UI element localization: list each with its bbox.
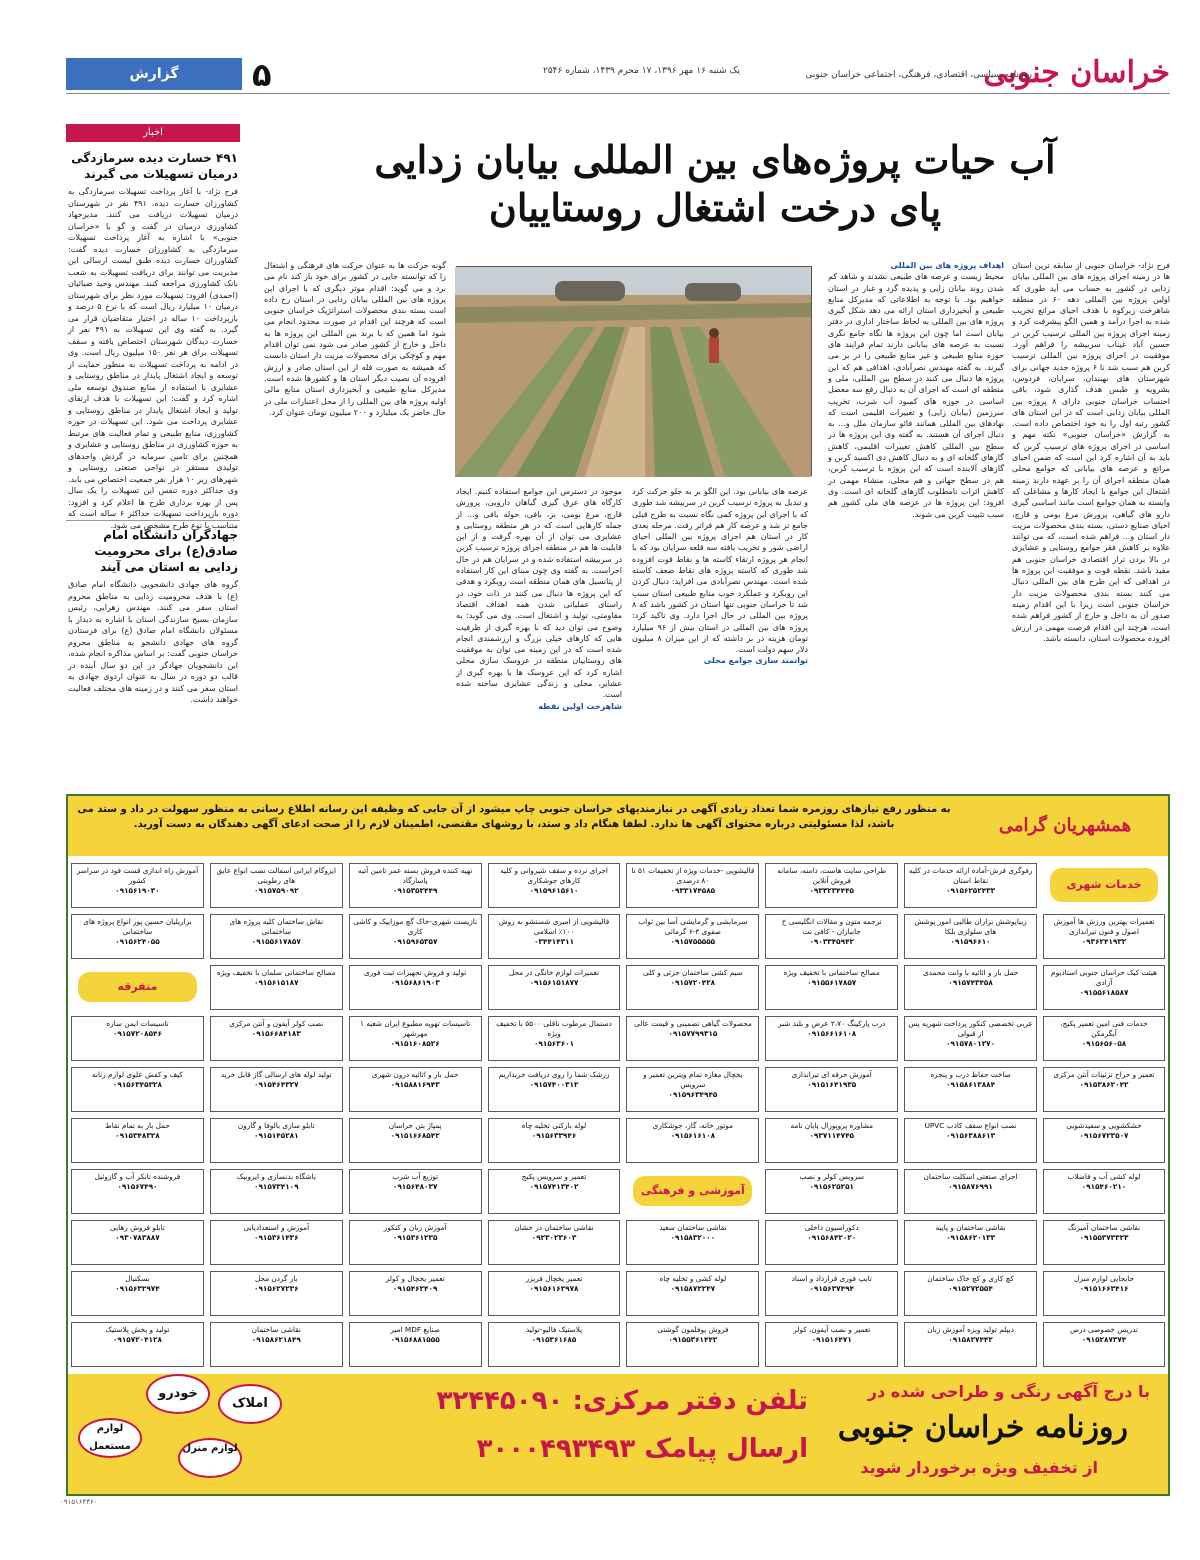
- ad-phone: ۰۹۱۵۵۳۶۱۴۴۲: [668, 1335, 718, 1344]
- ad-text: نقاشی ساختمان سعید: [659, 1223, 727, 1232]
- ad-text: تابلو فروش رهایی: [110, 1223, 165, 1232]
- article-photo: [456, 266, 812, 476]
- ad-cell: [488, 1271, 621, 1316]
- ad-cell: [71, 1271, 204, 1316]
- ad-text: نقاشی ساختمان آمیرنگ: [1067, 1223, 1141, 1232]
- ad-cell: [349, 1067, 482, 1112]
- ad-text: هیئت کیک خراسان جنوبی استادیوم آزادی: [1051, 968, 1157, 987]
- ad-text: پلاستیک فالبو-تولید: [525, 1325, 583, 1334]
- ad-cell: [488, 1322, 621, 1367]
- ad-text: درب پارکینگ ۲،۷۰ عرض و بلند شبر: [778, 1019, 886, 1028]
- ad-phone: ۰۹۱۵۶۱۶۲۹۷۸: [529, 1284, 579, 1293]
- ad-cell: [765, 1322, 898, 1367]
- ad-text: موتور خانه، گاز، جوشکاری: [652, 1121, 734, 1130]
- ad-cell: [210, 1322, 343, 1367]
- ad-phone: ۰۹۳۰۷۸۳۸۸۷: [115, 1233, 160, 1242]
- ad-phone: ۰۹۱۵۸۷۲۲۴۷: [670, 1284, 716, 1293]
- ad-phone: ۰۹۱۵۵۶۱۷۸۵۷: [251, 937, 301, 946]
- ad-text: نقاش ساختمان کلیه پروژه های ساختمانی: [229, 917, 324, 936]
- ad-phone: ۰۹۱۵۱۶۰۸۵۲۶: [390, 1039, 440, 1048]
- ad-cell: [1043, 1016, 1165, 1061]
- ad-text: سیم کشی ساختمان جزئی و کلی: [642, 968, 743, 977]
- label-city-services: خدمات شهری: [1050, 868, 1158, 902]
- ad-text: پمپاژ بتن خراسان: [388, 1121, 442, 1130]
- ad-cell: [626, 1067, 759, 1112]
- ad-phone: ۰۹۱۵۶۳۳۹۴۶: [531, 1131, 577, 1140]
- ad-cell: [210, 1016, 343, 1061]
- subhead-goals: اهداف پروژه های بین المللی: [890, 261, 1004, 270]
- ad-text: تعمیر و سرویس پکیج: [521, 1172, 587, 1181]
- ad-phone: ۰۹۱۵۷۴۳۴۵۸: [948, 978, 993, 987]
- ad-text: تهیه کننده فروش بسته عمر تامین آتیه پاسارگاد: [358, 866, 473, 885]
- ad-text: سرویس کولر و نصب: [799, 1172, 864, 1181]
- subhead-empowerment: توانمند سازی جوامع محلی: [703, 656, 808, 666]
- ad-text: حمل بار و اثاثیه درون شهری: [371, 1070, 459, 1079]
- ad-cell: [488, 1220, 621, 1265]
- ad-text: آموزش زبان و کنکور: [383, 1223, 447, 1232]
- ad-cell: [765, 1169, 898, 1214]
- ad-cell: [349, 1169, 482, 1214]
- ad-text: محصولات گیاهی تضمینی و قیمت عالی: [634, 1019, 752, 1028]
- news-header: اخبار: [66, 124, 240, 142]
- ad-cell: [488, 965, 621, 1010]
- ad-cell: [488, 1118, 621, 1163]
- ad-text: لوله کشی و تخلیه چاه: [659, 1274, 727, 1283]
- ad-text: زرشک شما را روی دریافت خریداریم: [498, 1070, 610, 1079]
- ad-text: فروشنده تانکر آب و گازوئیل: [94, 1172, 181, 1181]
- ad-phone: ۰۹۱۵۳۶۱۶۸۵: [531, 1335, 577, 1344]
- ad-text: نقاشی ساختمان و پاپیه: [935, 1223, 1006, 1232]
- ad-cell: [1043, 1169, 1165, 1214]
- ad-phone: ۰۹۱۵۶۳۸۸۶۱۳: [946, 1131, 996, 1140]
- ad-cell: [71, 1322, 204, 1367]
- article-column-2: [828, 260, 1004, 770]
- ad-phone: ۰۹۲۳۰۲۳۶۰۳: [531, 1233, 577, 1242]
- ad-cell: [626, 863, 759, 908]
- ad-cell: [210, 1220, 343, 1265]
- footer-promo-line1: با درج آگهی رنگی و طراحی شده در: [867, 1382, 1150, 1401]
- ad-phone: ۰۹۱۵۶۸۴۲۰۲۰: [807, 1233, 857, 1242]
- ad-phone: ۰۹۱۵۴۶۲۴۰۹: [392, 1284, 438, 1293]
- ad-phone: ۰۹۱۵۴۶۰۲۱۰: [1081, 1182, 1127, 1191]
- ad-text: مشاوره پروپوزال پایان نامه: [790, 1121, 874, 1130]
- ad-phone: ۰۹۱۵۵۶۱۸۵۸۷: [1079, 988, 1129, 997]
- ad-cell: [210, 914, 343, 959]
- ad-cell: [904, 863, 1037, 908]
- article-column-1: فرح نژاد- خراسان جنوبی از سابقه ترین استان ها در زمینه اجرای پروژه های بین المللی بیابان زدایی در کشور به حساب می آید طوری که اولین پروژه بین المللی دهه ۶۰ در منطقه شاهرخت زیرکوه با هدف احیای مراتع تخریب شده به اجرا درآمد و همین الگو پیشرفت کرد و زمینه اجرای پروژه بین المللی ترسیب کربن در حسین آباد غیناب سربیشه را فراهم آورد. موفقیت در اجرای پروژه بین المللی ترسیب کربن هم سبب شد تا ۶ پروژه جدید جهانی برای شهرستان های نهبندان، سرایان، فردوس، بشرویه و طبس هدف گذاری شود، باقی احتساب خراسان جنوبی دارای ۸ پروژه بین المللی بیابان زدایی است که در این استان های کشور رتبه اول را به خود اختصاص داده است. به گزارش «خراسان جنوبی» نکته مهم و اساسی در اجرای پروژه های ترسیب کربن که باید به آن اشاره کرد این است که ضمن احیای مراتع و عرصه های بیابانی که جوامع محلی همان منطقه اجرای آن را بر عهده دارند زمینه اشتغال این جوامع با ایجاد کارها و مشاغلی که وابسته به همان جوامع است مانند اساسی گیری دارو های گیاهی، پرورش مرغ بومی و قارچ، احیای صنایع دستی، بسته بندی محصولات مزیت دار استان و... فراهم شده است، که می توانند علاوه بر کاهش فقر جوامع روستایی و عشایری در بالا بردن تراز اقتصادی خراسان جنوبی هم مفید باشد. نقطه قوت و موفقیت این پروژه ها در اهدافی که این طرح های بین المللی دنبال می کنند بسته بندی محصولات مزیت دار خراسان جنوبی است زیرا با این اقدام زمینه صدور آن به داخل و خارج از کشور فراهم شده است، هرچند این اقدام فرصت مهمی در ارزش افزوده محصولات استان، دانسته باشد.: [1012, 261, 1171, 643]
- ad-cell: [71, 1169, 204, 1214]
- ad-text: خدمات فنی امین تعمیر پکیج، آبگرمکن: [1060, 1019, 1148, 1038]
- ad-phone: ۰۹۳۳۱۷۴۵۸۵: [670, 886, 716, 895]
- newspaper-logo: خراسان جنوبی: [983, 55, 1170, 90]
- ad-phone: ۰۹۱۵۷۴۱۳۴۰۲: [529, 1182, 579, 1191]
- ad-cell: [210, 1169, 343, 1214]
- ad-cell: [626, 1016, 759, 1061]
- ad-phone: ۰۹۱۵۶۳۲۹۷۴: [115, 1284, 160, 1293]
- ad-text: لوله کشی آب و فاضلاب: [1067, 1172, 1141, 1181]
- ad-cell: [71, 1220, 204, 1265]
- ad-phone: ۰۹۱۵۱۶۴۷۱: [811, 1335, 852, 1344]
- ad-cell: [1043, 1220, 1165, 1265]
- main-headline: [260, 136, 1170, 232]
- ad-text: تولید و پخش پلاستیک: [105, 1325, 170, 1334]
- ad-phone: ۰۹۱۵۸۶۲۱۸۴۹: [251, 1335, 301, 1344]
- ad-text: بار گردن محل: [254, 1274, 298, 1283]
- ad-text: آموزش راه اندازی قست فود در سراسر کشور: [76, 866, 199, 885]
- footer-promo-line2: روزنامه خراسان جنوبی: [837, 1410, 1128, 1445]
- ad-text: نازیست شهری-خاک گچ موزاییک و کاشی کاری: [353, 917, 478, 936]
- ad-phone: ۰۹۱۵۳۴۸۳۲۸: [115, 1131, 160, 1140]
- ad-cell: [1043, 1322, 1165, 1367]
- banner-title: همشهریان گرامی: [962, 796, 1168, 856]
- ad-cell: [626, 1220, 759, 1265]
- section-label: گزارش: [66, 58, 242, 90]
- ad-phone: ۰۹۱۵۸۷۶۹۹۱: [948, 1182, 993, 1191]
- ad-phone: ۰۹۱۵۹۶۶۱۰: [950, 937, 991, 946]
- ad-cell: [1043, 1118, 1165, 1163]
- ad-text: توزیع آب شرب: [392, 1172, 439, 1181]
- ad-text: تعمیرات بهترین ورزش ها آموزش اصول و فنون تیراندازی: [1053, 917, 1155, 936]
- ad-phone: ۰۹۱۵۱۶۶۳۴۱۶: [1079, 1284, 1129, 1293]
- ads-banner: [68, 796, 1168, 856]
- headline-line1: آب حیات پروژه‌های بین المللی بیابان زدایی: [374, 137, 1056, 182]
- ad-text: نقاشی ساختمان در خشان: [514, 1223, 594, 1232]
- ad-phone: ۰۹۱۵۹۶۳۴۹۴۵: [668, 1090, 718, 1099]
- ad-phone: ۰۹۳۶۲۴۱۹۳۲: [1081, 937, 1127, 946]
- ad-phone: ۰۳۴۴۱۴۳۱۱: [533, 937, 575, 946]
- ad-phone: ۰۹۱۵۶۳۷۴۹۴: [809, 1284, 854, 1293]
- ad-text: تعمیر و حراج تزئینات آنتن مرکزی: [1053, 1070, 1155, 1079]
- ad-cell: [1043, 965, 1165, 1010]
- ad-phone: ۰۹۱۵۶۱۵۱۸۷: [254, 978, 299, 987]
- ad-cell: [349, 863, 482, 908]
- ad-cell: [349, 1118, 482, 1163]
- ad-phone: ۰۹۱۵۸۳۲۰۰۰: [670, 1233, 716, 1242]
- ad-text: جابجایی لوازم منزل: [1074, 1274, 1134, 1283]
- ad-text: دکوراسیون داخلی: [804, 1223, 859, 1232]
- ad-text: عربی تخصصی کنکور پرداخت شهریه پس از قبولی: [908, 1019, 1033, 1038]
- ad-text: تولید و فروش تجهیزات ثبت فوری: [364, 968, 467, 977]
- ad-phone: ۰۹۱۵۸۸۱۶۹۴۳: [390, 1080, 440, 1089]
- ad-phone: ۰۹۱۵۸۶۲۰۱۳۳: [946, 1233, 996, 1242]
- ad-text: باشگاه بدنسازی و ایروبیک: [236, 1172, 316, 1181]
- category-circle-home: لوازم منزل: [178, 1438, 242, 1478]
- ad-cell: [904, 1067, 1037, 1112]
- ad-phone: ۰۹۱۵۵۶۱۷۸۵۷: [807, 978, 857, 987]
- ad-cell: [904, 1271, 1037, 1316]
- classified-ads: [66, 794, 1170, 1496]
- ad-text: طراحی سایت هاست، دامنه، سامانه فروش آنلاین: [777, 866, 887, 885]
- news-sidebar: [66, 124, 240, 704]
- ad-cell: [765, 1220, 898, 1265]
- ad-phone: ۰۹۱۵۶۲۵۲۴۳۳: [946, 886, 996, 895]
- sidebar-story1-body: فرح نژاد- با آغاز پرداخت تسهیلات سرمازدگی به کشاورزان خسارت دیده، ۴۹۱ نفر در شهرستان درمیان تسهیلات دریافت می کنند. مدیرجهاد کشاورزی درمیان در گفت و گو با «خراسان جنوبی» با اشاره به آغاز پرداخت تسهیلات سرمازدگی به کشاورزان خسارت دیده گفت: کشاورزان خسارت دیده طبق لیست ارسالی این مدیریت می توانند برای دریافت تسهیلات به شعب بانک کشاورزی مراجعه کنند. مهندس وحید ضیائیان (احمدی) افزود: تسهیلات مورد نظر برای شهرستان درمیان ۱۰ میلیارد ریال است که با نرخ ۵ درصد و بازپرداخت ۱۰ ساله در اختیار متقاضیان قرار می گیرد. به گفته وی این تسهیلات به ۴۹۱ نفر از خسارت دیدگان شهرستان اختصاص یافته و سقف تسهیلات برای هر نفر ۱۵۰ میلیون ریال است. وی در ادامه به پرداخت تسهیلات به منظور حمایت از توسعه و ایجاد اشتغال پایدار در مناطق روستایی و عشایری با استفاده از منابع صندوق توسعه ملی اشاره کرد و گفت: این تسهیلات با هدف ارتقای تولید و ایجاد اشتغال پایدار در مناطق روستایی و عشایری پرداخت می شود. این تسهیلات در حوزه کشاورزی، منابع طبیعی و تمام فعالیت های مرتبط به حوزه کشاورزی در مناطق روستایی و عشایری و همچنین برای تامین سرمایه در گردش واحدهای تولیدی مستقر در نواحی صنعتی روستایی و شهرهای زیر ۱۰ هزار نفر جمعیت اختصاص می یابد. وی حداکثر دوره تنفس این تسهیلات را یک سال پس از بهره برداری طرح ها اعلام کرد و افزود: دوره بازپرداخت تسهیلات حداکثر ۶ ساله است که متناسب با نوع طرح مشخص می شود.: [68, 187, 239, 530]
- sidebar-story2-body: گروه های جهادی دانشجویی دانشگاه امام صادق (ع) با هدف محرومیت زدایی به مناطق محروم استان سفر می کنند. مهندس زهرایی، رئیس سازمان بسیج سازندگی استان با اشاره به دیدار با مسئولان دانشگاه امام صادق (ع) برای فرستادن گروه های جهادی دانشجو به مناطق محروم خراسان جنوبی گفت: بر اساس مذاکره انجام شده، این دانشجویان جهادگر در این دو سال آینده در قالب دو دوره در سال به عنوان اردوی جهادی به استان سفر می کنند و در زمینه های مختلف فعالیت خواهند داشت.: [68, 580, 238, 704]
- ad-phone: ۰۹۱۵۳۸۶۲۰۴۲: [1079, 1080, 1129, 1089]
- category-circle-car: خودرو: [146, 1374, 210, 1414]
- ad-phone: ۰۹۱۵۶۳۴۵۳۲۸: [112, 1080, 162, 1089]
- article-column-3-text: عرصه های بیابانی بود. این الگو بر به جلو حرکت کرد و تبدیل به پروژه ترسیب کربن در سربیشه شد طوری که با اجرای این پروژه کمی نگاه نسبت به طرح قبلی جامع تر شد و عرصه کار هم فراتر رفت. مرحله بعدی کار در استان هم اجرای پروژه بین المللی احیای اراضی شور و تخریب یافته سه قلعه سرایان بود که با انجام هر پروژه ارتقاء کاسته ها و نقاط قوت افزوده شد طوری که کاسته پروژه های نقاط ضعف کاسته شده است. مهندس نصرآبادی می افزاید: دنبال کردن این رویکرد و عملکرد خوب منابع طبیعی استان سبب شد تا خراسان جنوبی تنها استان در کشور باشد که ۸ پروژه بین المللی در حال اجرا دارد. وی تاکید کرد: پروژه های بین المللی در استان بیش از ۹۶ میلیارد تومان هزینه در بر داشته که از این میزان ۸ میلیون دلار سهم دولت است.: [632, 487, 808, 655]
- ad-cell: [488, 914, 621, 959]
- footer-promo-line3: از تخفیف ویژه برخوردار شوید: [860, 1458, 1098, 1477]
- ad-text: اجرای صنعتی اسکلت ساختمان: [923, 1172, 1018, 1181]
- ad-cell: [210, 1271, 343, 1316]
- ad-cell: [1043, 914, 1165, 959]
- footer-sms: ارسال پیامک ۳۰۰۰۴۹۳۴۹۳: [476, 1434, 808, 1464]
- ad-text: مصالح ساختمانی با تخفیف ویژه: [783, 968, 880, 977]
- ad-phone: ۰۹۱۵۶۴۸۰۳۷: [392, 1182, 438, 1191]
- ad-cell: [210, 863, 343, 908]
- ad-phone: ۰۹۱۵۸۲۷۴۴۲: [948, 1335, 993, 1344]
- ad-text: دیپلم تولید ویزه آموزش زبان: [927, 1325, 1014, 1334]
- ad-phone: ۰۹۱۵۹۶۵۳۵۷: [392, 937, 438, 946]
- ad-text: تولید لوله های ارسالی گاز قابل خرید: [220, 1070, 332, 1079]
- newspaper-tagline: روزنامه سیاسی، اقتصادی، فرهنگی، اجتماعی خراسان جنوبی: [805, 70, 1032, 80]
- ad-text: صنایع MDF امیر: [390, 1325, 440, 1334]
- ad-text: تعمیر یخچال فریزر: [525, 1274, 583, 1283]
- ad-text: زیباپوشش بزاران طالبی امور پوشش های سلولزی بلکا: [914, 917, 1027, 936]
- label-education: آموزشی و فرهنگی: [633, 1176, 752, 1206]
- article-column-5: گونه حرکت ها به عنوان حرکت های فرهنگی و اشتغال زا که توانسته جایی در کشور برای خود باز کند نام می برد و می گوید: اقدام موثر دیگری که با اجرای این پروژه های بین المللی بیابان زدایی در استان رخ داده است بسته بندی محصولات استراتژیک خراسان جنوبی است که هرچند این اقدام در صورت محدود انجام می شود اما همین که با برند بین المللی این پروژه ها به داخل و خارج از کشور صادر می شود نمی توان اقدام مهم و کوچکی برای محصولات مزیت دار استان دانست که همیشه به صورت فله از این استان صادر و ارزش افزوده آن نصیب دیگر استان ها و کشورها شده است. مدیرکل منابع طبیعی و آبخیزداری استان منابع مالی اولیه پروژه های بین المللی را از محل اعتبارات ملی در حال حاضر یک میلیارد و ۲۰۰ میلیون تومان عنوان کرد.: [264, 261, 446, 417]
- ad-cell: [210, 965, 343, 1010]
- ad-text: تاسیسات ایمن سازه: [106, 1019, 169, 1028]
- ad-text: اجرای نرده و سقف شیروانی و کلیه کارهای جوشکاری: [500, 866, 608, 885]
- ad-cell: [626, 965, 759, 1010]
- ad-phone: ۰۹۱۵۲۷۲۵۵۴: [948, 1284, 993, 1293]
- ad-text: آموزش حرفه ای تیراندازی: [791, 1070, 872, 1079]
- ads-grid: [68, 860, 1168, 1370]
- ad-phone: ۰۹۱۵۷۵۵۵۵۵: [670, 937, 716, 946]
- ad-cell: [210, 1118, 343, 1163]
- ad-phone: ۰۹۱۵۶۱۹۰۳۰: [115, 886, 160, 895]
- ad-phone: ۰۹۱۵۲۸۷۳۷۴: [1081, 1335, 1127, 1344]
- ad-cell: [349, 914, 482, 959]
- article-column-4-text: موجود در دسترس این جوامع استفاده کنیم. ایجاد کارگاه های عرق گیری گیاهان دارویی، پرورش قارچ، مرغ بومی، بز، بافی، حوله بافی و... از جمله کارهایی است که در هر منطقه روستایی و عشایری می توان از آن بهره گرفت و از این قابلیت ها هم در منطقه اجرای پروژه ترسیب کربن در سربیشه استفاده شده و در سرایان هم در حال اجراست. به گفته وی چون مبنای این کار استفاده از پتانسیل های همان منطقه است رویکرد و هدفی که این پروژه ها دنبال می کنند در ذات خود، در راستای عملیاتی شدن همه اهداف اقتصاد مقاومتی، تولید و اشتغال است. وی می گوید: به وضوح می توان دید که با بهره گیری از ظرفیت هایی که کارهای خیلی بزرگ و ارزشمندی انجام شده است که در این زمینه می توان به موفقیت های روستاییان منطقه در عروسک سازی محلی اشاره کرد که این عروسک ها با بهره گیری از عشایر، محلی و زندگی عشایری ساخته شده است.: [456, 487, 622, 700]
- ad-text: قالیشویی -خدمات ویژه از تخفیفات ۵۱ تا ۸۰ درصدی: [631, 866, 755, 885]
- masthead: [66, 56, 1170, 94]
- ad-cell: [349, 1220, 482, 1265]
- ad-phone: ۰۹۱۵۷۲۰۸۵۴۶: [112, 1029, 162, 1038]
- ad-cell: [904, 1016, 1037, 1061]
- ad-text: دستمال مرطوب ناقلی ۵۵۰۰ با تخفیف ویژه: [496, 1019, 612, 1038]
- ad-cell: [904, 914, 1037, 959]
- ad-phone: ۰۹۱۵۶۱۶۱۰۸: [670, 1131, 716, 1140]
- ad-cell: [904, 1169, 1037, 1214]
- ad-cell: [765, 914, 898, 959]
- issue-dateline: یک شنبه ۱۶ مهر ۱۳۹۶، ۱۷ محرم ۱۴۳۹، شماره ۲۵۴۶: [543, 66, 740, 76]
- ad-text: سرمایشی و گرمایشی آسا بین ثواب صفوی ۴-۶ گرمائی: [638, 917, 748, 936]
- ad-cell: [765, 863, 898, 908]
- ad-cell: [488, 1016, 621, 1061]
- ad-phone: ۰۹۱۵۳۶۱۴۳۶: [254, 1233, 299, 1242]
- ad-phone: ۰۹۰۳۳۴۵۹۴۲: [809, 937, 854, 946]
- sidebar-story1-title: ۴۹۱ خسارت دیده سرمازدگی درمیان تسهیلات می گیرند: [71, 151, 238, 181]
- ad-text: حمل بار و اثاثیه با وانت محمدی: [922, 968, 1019, 977]
- ad-cell: [626, 1271, 759, 1316]
- ad-text: یخچال مغازه تمام ویترین تعمیر و سرویس: [643, 1070, 743, 1089]
- ad-cell: [488, 1067, 621, 1112]
- ad-text: حمل بار به تمام نقاط: [104, 1121, 170, 1130]
- ad-phone: ۰۹۱۵۴۶۴۳۲۷: [254, 1080, 299, 1089]
- ad-text: تدریس خصوصی درس: [1070, 1325, 1138, 1334]
- category-circle-estate: املاک: [218, 1384, 282, 1424]
- ad-cell: [349, 1322, 482, 1367]
- ad-cell: [349, 965, 482, 1010]
- ad-phone: ۰۹۱۵۶۶۸۴۱۸۳: [251, 1029, 301, 1038]
- ad-phone: ۰۹۱۵۶۱۵۱۸۷۷: [529, 978, 579, 987]
- ad-cell: [71, 1118, 204, 1163]
- ad-text: کیف و کفش علوی لوازم زنانه: [92, 1070, 183, 1079]
- ad-text: تعمیرات لوازم خانگی در محل: [509, 968, 600, 977]
- footer-phone: تلفن دفتر مرکزی: ۳۲۴۴۵۰۹۰: [436, 1386, 808, 1416]
- ad-phone: ۰۹۱۵۷۵۹۰۹۲: [254, 886, 299, 895]
- ad-phone: ۰۹۱۵۶۶۱۶۱۰۸: [807, 1029, 857, 1038]
- nursery-field-photo: [455, 267, 811, 477]
- ad-cell: [626, 1322, 759, 1367]
- ad-phone: ۰۹۱۵۶۲۴۰۵۵: [115, 937, 160, 946]
- ad-cell: [904, 965, 1037, 1010]
- category-circle-used: لوازم مستعمل: [78, 1418, 142, 1458]
- ad-phone: ۰۹۱۵۸۶۱۳۸۸۴: [946, 1080, 996, 1089]
- article-column-4: [456, 486, 622, 770]
- ad-cell: [71, 1016, 204, 1061]
- ad-cell: [1043, 1067, 1165, 1112]
- ad-text: مصالح ساختمانی سلمان با تخفیف ویژه: [216, 968, 336, 977]
- ad-phone: ۰۹۱۵۶۲۷۲۳۶: [254, 1284, 299, 1293]
- ad-phone: ۰۹۱۵۶۷۲۳۵۰۷: [1079, 1131, 1129, 1140]
- label-misc: متفرقه: [78, 972, 197, 1002]
- ads-footer: [68, 1374, 1168, 1494]
- page-number: ۵: [252, 56, 272, 94]
- ad-cell: [765, 1271, 898, 1316]
- ad-text: آموزش و استعدادیابی: [243, 1223, 310, 1232]
- ad-phone: ۰۹۱۵۱۴۵۲۸۱: [254, 1131, 299, 1140]
- headline-line2: پای درخت اشتغال روستاییان: [488, 185, 942, 230]
- ad-text: تعمیر یخچال و کولر: [385, 1274, 445, 1283]
- ad-text: خشکشویی و سفیدشویی: [1066, 1121, 1142, 1130]
- ad-cell: [626, 914, 759, 959]
- ad-text: تعمیر و نصب آیفون، کولر: [793, 1325, 871, 1334]
- ad-phone: ۰۹۱۵۱۶۶۸۵۴۲: [390, 1131, 440, 1140]
- ad-text: ساخت حفاظ درب و پنجره: [930, 1070, 1011, 1079]
- ad-cell: [904, 1118, 1037, 1163]
- ad-phone: ۰۹۱۵۹۶۱۵۶۱۰: [529, 886, 579, 895]
- ad-text: رفوگری فرش-آماده ارائه خدمات در کلیه نقاط استان: [908, 866, 1033, 885]
- article-column-3: [632, 486, 808, 770]
- article-column-2-text: محیط زیست و عرصه های طبیعی نشدند و شاهد کم شدن روند بیابان زایی و پدیده گرد و غبار در استان خواهیم بود. با توجه به اطلاعاتی که مدیرکل منابع طبیعی و آبخیزداری استان ارائه می دهد شکل گیری پروژه های بین المللی به لحاظ ساختار اداری در دفتر بیابان است اما چون این پروژه ها نگاه جامع نگری نسبت به عرصه های بیابانی دارند تمام فرایند های حوزه منابع طبیعی و غیر منابع طبیعی را در بر می گیرند. به گفته مهندس نصرآبادی، اهدافی هم که این پروژه ها دنبال می کنند در سطح بین المللی، ملی و منطقه ای است که اجرای آن به دنبال رفع سه معضل اساسی در حوزه های کمبود آب شرب، تخریب سرزمین (بیابان زایی) و تغییرات اقلیمی است که نهادهای بین المللی همانند فائو سازمان ملل و... به دنبال اجرای آن هستند. به گفته وی این پروژه ها در سطح بین المللی کاهش تغییرات اقلیمی، کاهش گازهای گلخانه ای و به دنبال کاهش دی اکسید کربن و گازهای آلاینده است که این پروژه با ترسیب کربن، هم در سطح جهانی و هم محلی، منشاء مهمی در کاهش اثرات نامطلوب گازهای گلخانه ای است. وی افزود: این پروژه ها در عرصه های ملی کشور هم سبب تثبیت کربن می شوند.: [828, 272, 1004, 519]
- ad-text: لوله بازکنی تخلیه چاه: [521, 1121, 587, 1130]
- ad-cell: [765, 965, 898, 1010]
- ad-phone: ۰۹۳۳۲۳۴۴۴۵: [809, 886, 854, 895]
- ad-text: فروش یوفلمون گوشتی: [657, 1325, 729, 1334]
- ad-cell: [904, 1220, 1037, 1265]
- ad-phone: ۰۹۱۵۶۵۶۰۵۸: [1081, 1039, 1127, 1048]
- ad-text: تاسیسات تهویه مطبوع ایران شعبه ۱ مهرشهر: [360, 1019, 471, 1038]
- ad-phone: ۰۹۱۵۶۸۶۱۹۰۳: [390, 978, 440, 987]
- ad-cell: [349, 1016, 482, 1061]
- ad-phone: ۰۹۱۵۶۳۶۰۱: [533, 1039, 575, 1048]
- ad-cell: [765, 1067, 898, 1112]
- ad-text: قالیشویی از امیری شستشو به روش ۱۰۰٪ اسلامی: [498, 917, 610, 936]
- ad-text: بزاریلیان حسین پور انواع پروژه های ساختمانی: [83, 917, 192, 936]
- subhead-shahrokht: شاهرخت اولین نقطه: [538, 701, 622, 711]
- ad-cell: [765, 1118, 898, 1163]
- ad-text: تابلو سازی بالوفا و گارون: [237, 1121, 315, 1130]
- ad-phone: ۰۹۱۵۳۵۲۴۴۹: [392, 886, 438, 895]
- ad-phone: ۰۹۱۵۳۶۱۲۳۵: [392, 1233, 438, 1242]
- ad-phone: ۰۹۱۵۷۲۰۴۱۲۸: [112, 1335, 162, 1344]
- ad-cell: [1043, 1271, 1165, 1316]
- ad-phone: ۰۹۱۵۱۶۴۱۹۳۵: [807, 1080, 857, 1089]
- ad-text: بسکتبال: [125, 1274, 150, 1283]
- ad-phone: ۰۹۳۷۱۱۴۷۴۵: [809, 1131, 854, 1140]
- ad-phone: ۰۹۱۵۷۷۹۹۳۱۵: [668, 1029, 718, 1038]
- ad-text: ایزوگام ایرانی اسفالت نصب انواع عایق های رطوبتی: [216, 866, 337, 885]
- ad-cell: [71, 914, 204, 959]
- ad-phone: ۰۹۱۵۶۲۵۲۵۱: [809, 1182, 854, 1191]
- ad-text: نقاشی ساختمان: [251, 1325, 301, 1334]
- ad-phone: ۰۹۱۵۵۳۷۳۳۲۳: [1079, 1233, 1129, 1242]
- ad-phone: ۰۹۱۵۶۸۸۱۵۵۵: [390, 1335, 440, 1344]
- ad-cell: [349, 1271, 482, 1316]
- ad-phone: ۰۹۱۵۷۸۰۱۲۷۰: [946, 1039, 996, 1048]
- ad-cell: [626, 1118, 759, 1163]
- ad-cell: [488, 863, 621, 908]
- ad-phone: ۰۹۱۵۷۴۰۰۳۱۲: [529, 1080, 579, 1089]
- ad-phone: ۰۹۱۵۶۷۴۹۰: [117, 1182, 158, 1191]
- ad-cell: [71, 1067, 204, 1112]
- ad-text: نصب کولر آیفون و آنتن مرکزی: [229, 1019, 324, 1028]
- sidebar-story2-title: جهادگران دانشگاه امام صادق(ع) برای محرومیت زدایی به استان می آیند: [94, 528, 238, 574]
- ad-cell: [488, 1169, 621, 1214]
- ad-phone: ۰۹۱۵۷۲۰۴۲۸: [670, 978, 716, 987]
- ad-text: نصب انواع سقف کاذب UPVC: [924, 1121, 1017, 1130]
- footer-credit: ۰۹۱۵۱۶۴۳۶۰: [60, 1498, 98, 1506]
- ad-cell: [210, 1067, 343, 1112]
- banner-notice: به منظور رفع نیازهای روزمره شما تعداد زیادی آگهی در نیازمندیهای خراسان جنوبی چاپ میشود از آن جایی که وظیفه این رسانه اطلاع رسانی به منظور سهولت در داد و ستد می باشد، لذا مسئولیتی درباره محتوای آگهی ها ندارد. لطفا هنگام داد و ستد، با روشهای مقتضی، اطمینان لازم را از صحت ادعای آگهی دهندگان به دست آورید.: [77, 804, 951, 830]
- ad-text: کچ کاری و کچ خاک ساختمان: [927, 1274, 1014, 1283]
- ad-text: ترجمه متون و مقالات انگلیسی خ جانبازان - کافی نت: [781, 917, 882, 936]
- ad-cell: [765, 1016, 898, 1061]
- ad-cell: [71, 863, 204, 908]
- ad-text: تایپ فوری قرارداد و اسناد: [791, 1274, 872, 1283]
- ad-phone: ۰۹۱۵۷۳۴۱۰۹: [254, 1182, 299, 1191]
- ad-cell: [904, 1322, 1037, 1367]
